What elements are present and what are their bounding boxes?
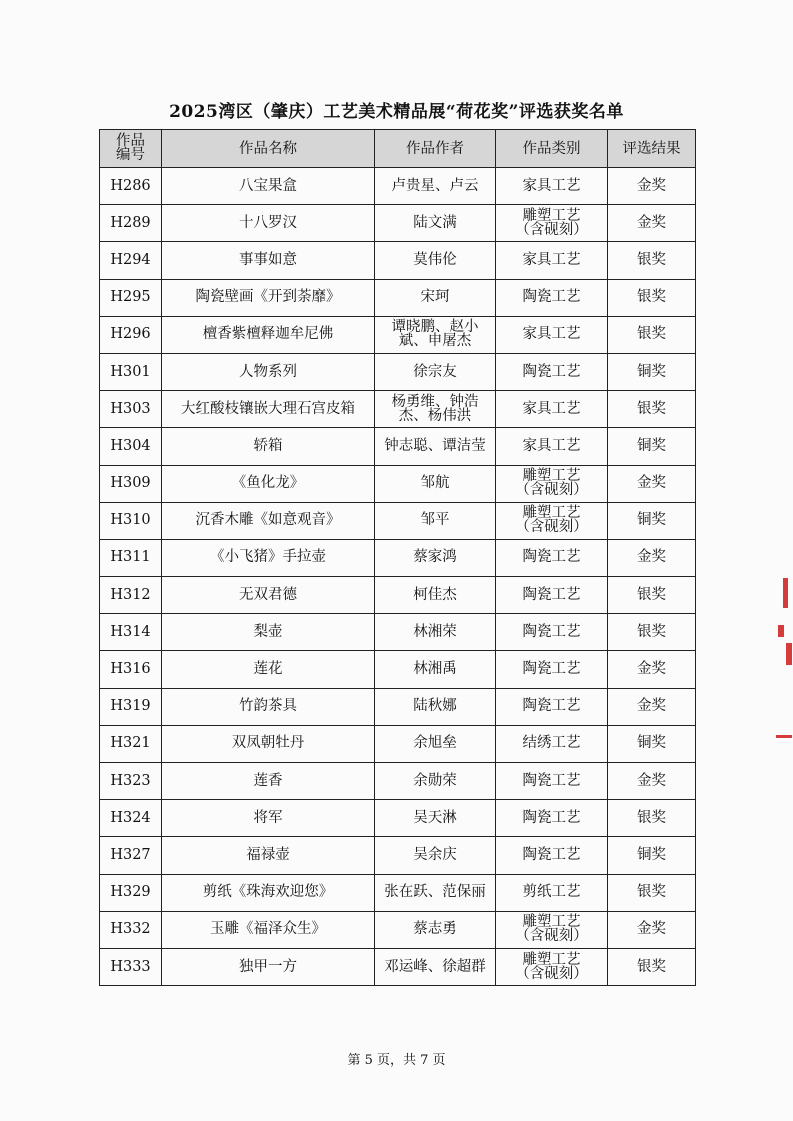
- table-row: [100, 911, 696, 948]
- cell-id: H329: [100, 874, 162, 911]
- document-title: 2025湾区（肇庆）工艺美术精品展“荷花奖”评选获奖名单: [169, 102, 624, 122]
- awards-table: [99, 129, 696, 986]
- cell-author: 林湘荣: [375, 614, 496, 651]
- cell-result: 金奖: [608, 911, 696, 948]
- cell-result: 银奖: [608, 577, 696, 614]
- table-row: [100, 800, 696, 837]
- cell-category: 家具工艺: [496, 168, 608, 205]
- cell-result: 金奖: [608, 688, 696, 725]
- seal-fragment-mark: [776, 735, 792, 738]
- cell-author: 陆秋娜: [375, 688, 496, 725]
- cell-category: 陶瓷工艺: [496, 651, 608, 688]
- cell-name: 玉雕《福泽众生》: [162, 911, 375, 948]
- table-row: [100, 391, 696, 428]
- cell-category: 陶瓷工艺: [496, 279, 608, 316]
- cell-category: 家具工艺: [496, 391, 608, 428]
- cell-name: 独甲一方: [162, 948, 375, 985]
- table-row: [100, 428, 696, 465]
- table-row: [100, 837, 696, 874]
- cell-result: 铜奖: [608, 837, 696, 874]
- cell-id: H314: [100, 614, 162, 651]
- cell-category: 家具工艺: [496, 316, 608, 353]
- cell-result: 金奖: [608, 205, 696, 242]
- cell-category: 雕塑工艺（含砚刻）: [496, 948, 608, 985]
- cell-name: 剪纸《珠海欢迎您》: [162, 874, 375, 911]
- cell-result: 铜奖: [608, 353, 696, 390]
- cell-author: 谭晓鹏、赵小斌、申屠杰: [375, 316, 496, 353]
- cell-result: 金奖: [608, 539, 696, 576]
- cell-name: 大红酸枝镶嵌大理石宫皮箱: [162, 391, 375, 428]
- cell-name: 梨壶: [162, 614, 375, 651]
- cell-name: 《小飞猪》手拉壶: [162, 539, 375, 576]
- cell-name: 福禄壶: [162, 837, 375, 874]
- cell-result: 金奖: [608, 168, 696, 205]
- table-row: [100, 205, 696, 242]
- cell-id: H316: [100, 651, 162, 688]
- cell-name: 《鱼化龙》: [162, 465, 375, 502]
- cell-category: 雕塑工艺（含砚刻）: [496, 502, 608, 539]
- cell-author: 杨勇维、钟浩杰、杨伟洪: [375, 391, 496, 428]
- cell-author: 邹航: [375, 465, 496, 502]
- cell-author: 林湘禹: [375, 651, 496, 688]
- cell-category: 剪纸工艺: [496, 874, 608, 911]
- cell-name: 双凤朝牡丹: [162, 725, 375, 762]
- cell-id: H319: [100, 688, 162, 725]
- cell-result: 银奖: [608, 874, 696, 911]
- cell-author: 蔡家鸿: [375, 539, 496, 576]
- cell-category: 陶瓷工艺: [496, 800, 608, 837]
- table-row: [100, 502, 696, 539]
- table-row: [100, 577, 696, 614]
- page-footer: 第 5 页，共 7 页: [347, 1053, 446, 1068]
- cell-id: H332: [100, 911, 162, 948]
- cell-id: H324: [100, 800, 162, 837]
- cell-result: 金奖: [608, 465, 696, 502]
- cell-author: 吴余庆: [375, 837, 496, 874]
- cell-name: 轿箱: [162, 428, 375, 465]
- cell-name: 沉香木雕《如意观音》: [162, 502, 375, 539]
- cell-result: 银奖: [608, 279, 696, 316]
- table-row: [100, 168, 696, 205]
- cell-result: 银奖: [608, 948, 696, 985]
- cell-id: H323: [100, 763, 162, 800]
- cell-id: H309: [100, 465, 162, 502]
- table-row: [100, 465, 696, 502]
- cell-result: 金奖: [608, 651, 696, 688]
- cell-name: 事事如意: [162, 242, 375, 279]
- table-row: [100, 763, 696, 800]
- cell-author: 邹平: [375, 502, 496, 539]
- cell-category: 家具工艺: [496, 242, 608, 279]
- cell-author: 宋珂: [375, 279, 496, 316]
- cell-category: 雕塑工艺（含砚刻）: [496, 465, 608, 502]
- cell-category: 家具工艺: [496, 428, 608, 465]
- cell-category: 陶瓷工艺: [496, 688, 608, 725]
- cell-author: 徐宗友: [375, 353, 496, 390]
- cell-id: H333: [100, 948, 162, 985]
- table-row: [100, 874, 696, 911]
- table-header-row: [100, 130, 696, 168]
- cell-name: 檀香紫檀释迦牟尼佛: [162, 316, 375, 353]
- cell-author: 陆文满: [375, 205, 496, 242]
- cell-author: 张在跃、范保丽: [375, 874, 496, 911]
- cell-author: 邓运峰、徐超群: [375, 948, 496, 985]
- cell-result: 银奖: [608, 242, 696, 279]
- header-name: 作品名称: [162, 130, 375, 168]
- header-result: 评选结果: [608, 130, 696, 168]
- cell-author: 余旭垒: [375, 725, 496, 762]
- cell-author: 吴天淋: [375, 800, 496, 837]
- cell-id: H289: [100, 205, 162, 242]
- cell-id: H296: [100, 316, 162, 353]
- cell-name: 莲花: [162, 651, 375, 688]
- table-row: [100, 688, 696, 725]
- table-row: [100, 614, 696, 651]
- cell-id: H310: [100, 502, 162, 539]
- cell-result: 金奖: [608, 763, 696, 800]
- cell-author: 柯佳杰: [375, 577, 496, 614]
- cell-name: 将军: [162, 800, 375, 837]
- cell-id: H311: [100, 539, 162, 576]
- table-row: [100, 651, 696, 688]
- cell-author: 卢贵星、卢云: [375, 168, 496, 205]
- cell-category: 陶瓷工艺: [496, 614, 608, 651]
- cell-category: 陶瓷工艺: [496, 539, 608, 576]
- cell-id: H303: [100, 391, 162, 428]
- cell-id: H312: [100, 577, 162, 614]
- cell-name: 人物系列: [162, 353, 375, 390]
- table-row: [100, 316, 696, 353]
- header-author: 作品作者: [375, 130, 496, 168]
- seal-fragment-mark: [778, 625, 784, 637]
- cell-result: 铜奖: [608, 502, 696, 539]
- cell-result: 铜奖: [608, 725, 696, 762]
- cell-category: 陶瓷工艺: [496, 837, 608, 874]
- cell-category: 雕塑工艺（含砚刻）: [496, 911, 608, 948]
- table-row: [100, 948, 696, 985]
- cell-result: 银奖: [608, 614, 696, 651]
- cell-id: H295: [100, 279, 162, 316]
- table-row: [100, 539, 696, 576]
- cell-author: 余勋荣: [375, 763, 496, 800]
- cell-result: 银奖: [608, 391, 696, 428]
- cell-category: 结绣工艺: [496, 725, 608, 762]
- table-row: [100, 279, 696, 316]
- table-row: [100, 353, 696, 390]
- header-id: 作品编号: [100, 130, 162, 168]
- cell-name: 无双君德: [162, 577, 375, 614]
- table-row: [100, 725, 696, 762]
- seal-fragment-mark: [783, 578, 788, 608]
- cell-name: 竹韵茶具: [162, 688, 375, 725]
- cell-id: H321: [100, 725, 162, 762]
- cell-category: 陶瓷工艺: [496, 763, 608, 800]
- table-row: [100, 242, 696, 279]
- cell-id: H304: [100, 428, 162, 465]
- seal-fragment-mark: [786, 643, 792, 665]
- cell-id: H327: [100, 837, 162, 874]
- cell-id: H286: [100, 168, 162, 205]
- cell-category: 陶瓷工艺: [496, 577, 608, 614]
- cell-id: H294: [100, 242, 162, 279]
- cell-name: 莲香: [162, 763, 375, 800]
- cell-result: 银奖: [608, 316, 696, 353]
- cell-category: 陶瓷工艺: [496, 353, 608, 390]
- cell-id: H301: [100, 353, 162, 390]
- cell-result: 铜奖: [608, 428, 696, 465]
- cell-name: 八宝果盒: [162, 168, 375, 205]
- cell-category: 雕塑工艺（含砚刻）: [496, 205, 608, 242]
- cell-author: 莫伟伦: [375, 242, 496, 279]
- cell-author: 蔡志勇: [375, 911, 496, 948]
- cell-author: 钟志聪、谭洁莹: [375, 428, 496, 465]
- table-body: [100, 168, 696, 986]
- cell-name: 十八罗汉: [162, 205, 375, 242]
- header-category: 作品类别: [496, 130, 608, 168]
- cell-name: 陶瓷壁画《开到荼靡》: [162, 279, 375, 316]
- cell-result: 银奖: [608, 800, 696, 837]
